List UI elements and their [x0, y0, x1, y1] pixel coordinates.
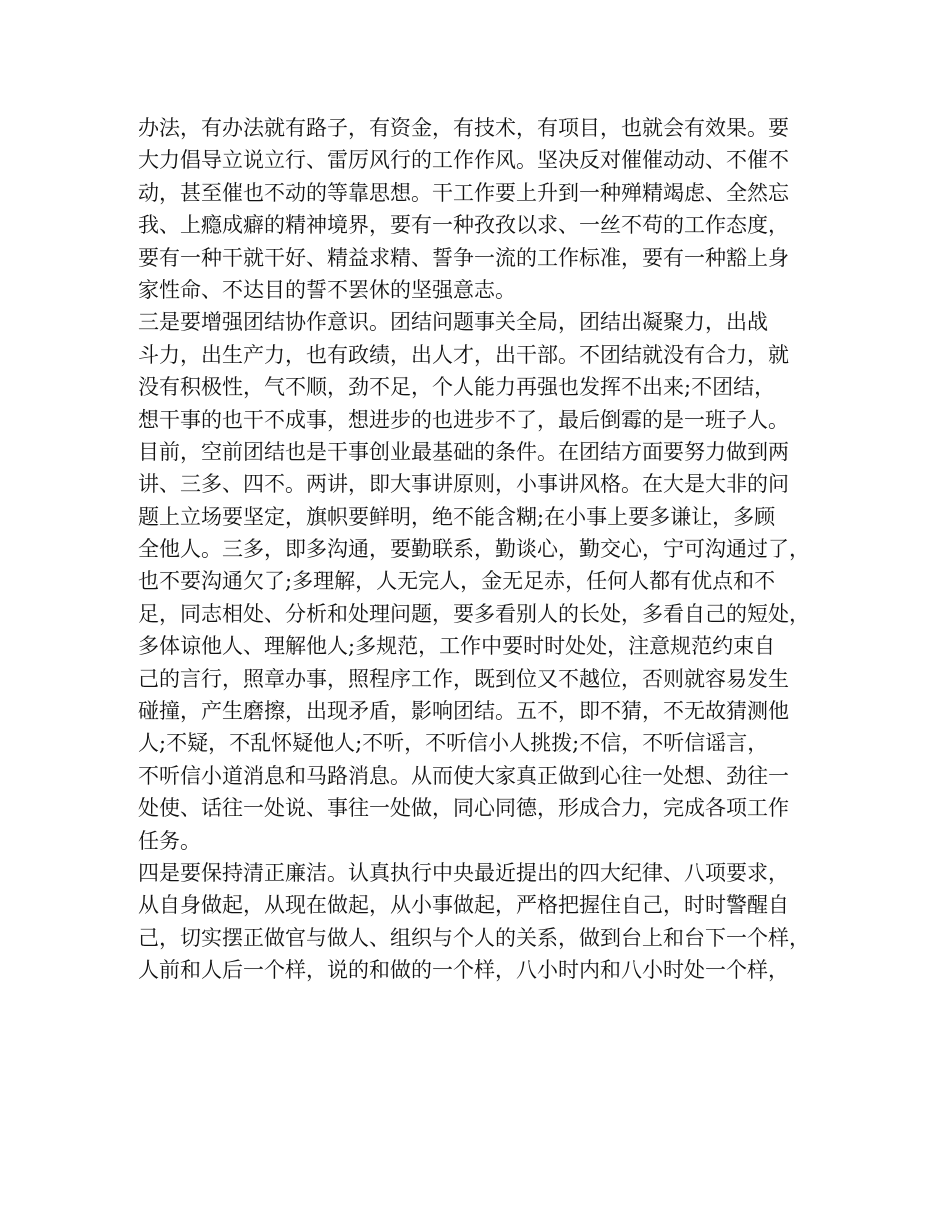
text-line: 目前，空前团结也是干事创业最基础的条件。在团结方面要努力做到两 — [138, 439, 789, 464]
text-line: 大力倡导立说立行、雷厉风行的工作作风。坚决反对催催动动、不催不 — [138, 148, 789, 173]
text-line: 四是要保持清正廉洁。认真执行中央最近提出的四大纪律、八项要求， — [138, 860, 789, 885]
text-line: 题上立场要坚定，旗帜要鲜明，绝不能含糊;在小事上要多谦让，多顾 — [138, 504, 776, 529]
text-line: 人;不疑，不乱怀疑他人;不听，不听信小人挑拨;不信，不听信谣言， — [138, 731, 769, 756]
text-line: 要有一种干就干好、精益求精、誓争一流的工作标准，要有一种豁上身 — [138, 245, 789, 270]
text-line: 动，甚至催也不动的等靠思想。干工作要上升到一种殚精竭虑、全然忘 — [138, 180, 789, 205]
text-line: 任务。 — [138, 828, 201, 853]
text-line: 碰撞，产生磨擦，出现矛盾，影响团结。五不，即不猜，不无故猜测他 — [138, 699, 789, 724]
text-line: 不听信小道消息和马路消息。从而使大家真正做到心往一处想、劲往一 — [138, 763, 789, 788]
text-line: 处使、话往一处说、事往一处做，同心同德，形成合力，完成各项工作 — [138, 796, 789, 821]
text-line: 讲、三多、四不。两讲，即大事讲原则，小事讲风格。在大是大非的问 — [138, 472, 789, 497]
text-line: 己，切实摆正做官与做人、组织与个人的关系，做到台上和台下一个样， — [138, 925, 810, 950]
body-text — [138, 112, 828, 987]
text-line: 也不要沟通欠了;多理解，人无完人，金无足赤，任何人都有优点和不 — [138, 569, 776, 594]
text-line: 我、上瘾成癖的精神境界，要有一种孜孜以求、一丝不苟的工作态度， — [138, 213, 789, 238]
text-line: 办法，有办法就有路子，有资金，有技术，有项目，也就会有效果。要 — [138, 116, 789, 140]
text-line: 人前和人后一个样，说的和做的一个样，八小时内和八小时处一个样， — [138, 958, 789, 983]
text-line: 没有积极性，气不顺，劲不足，个人能力再强也发挥不出来;不团结， — [138, 375, 776, 400]
text-line: 从自身做起，从现在做起，从小事做起，严格把握住自己，时时警醒自 — [138, 893, 789, 918]
text-line: 斗力，出生产力，也有政绩，出人才，出干部。不团结就没有合力，就 — [138, 342, 789, 367]
text-line: 足，同志相处、分析和处理问题，要多看别人的长处，多看自己的短处， — [138, 601, 810, 626]
text-line: 多体谅他人、理解他人;多规范，工作中要时时处处，注意规范约束自 — [138, 634, 776, 659]
text-line: 己的言行，照章办事，照程序工作，既到位又不越位，否则就容易发生 — [138, 666, 789, 691]
text-line: 三是要增强团结协作意识。团结问题事关全局，团结出凝聚力，出战 — [138, 310, 768, 335]
text-line: 家性命、不达目的誓不罢休的坚强意志。 — [138, 277, 516, 302]
text-line: 全他人。三多，即多沟通，要勤联系，勤谈心，勤交心，宁可沟通过了， — [138, 537, 810, 562]
text-line: 想干事的也干不成事，想进步的也进步不了，最后倒霉的是一班子人。 — [138, 407, 789, 432]
